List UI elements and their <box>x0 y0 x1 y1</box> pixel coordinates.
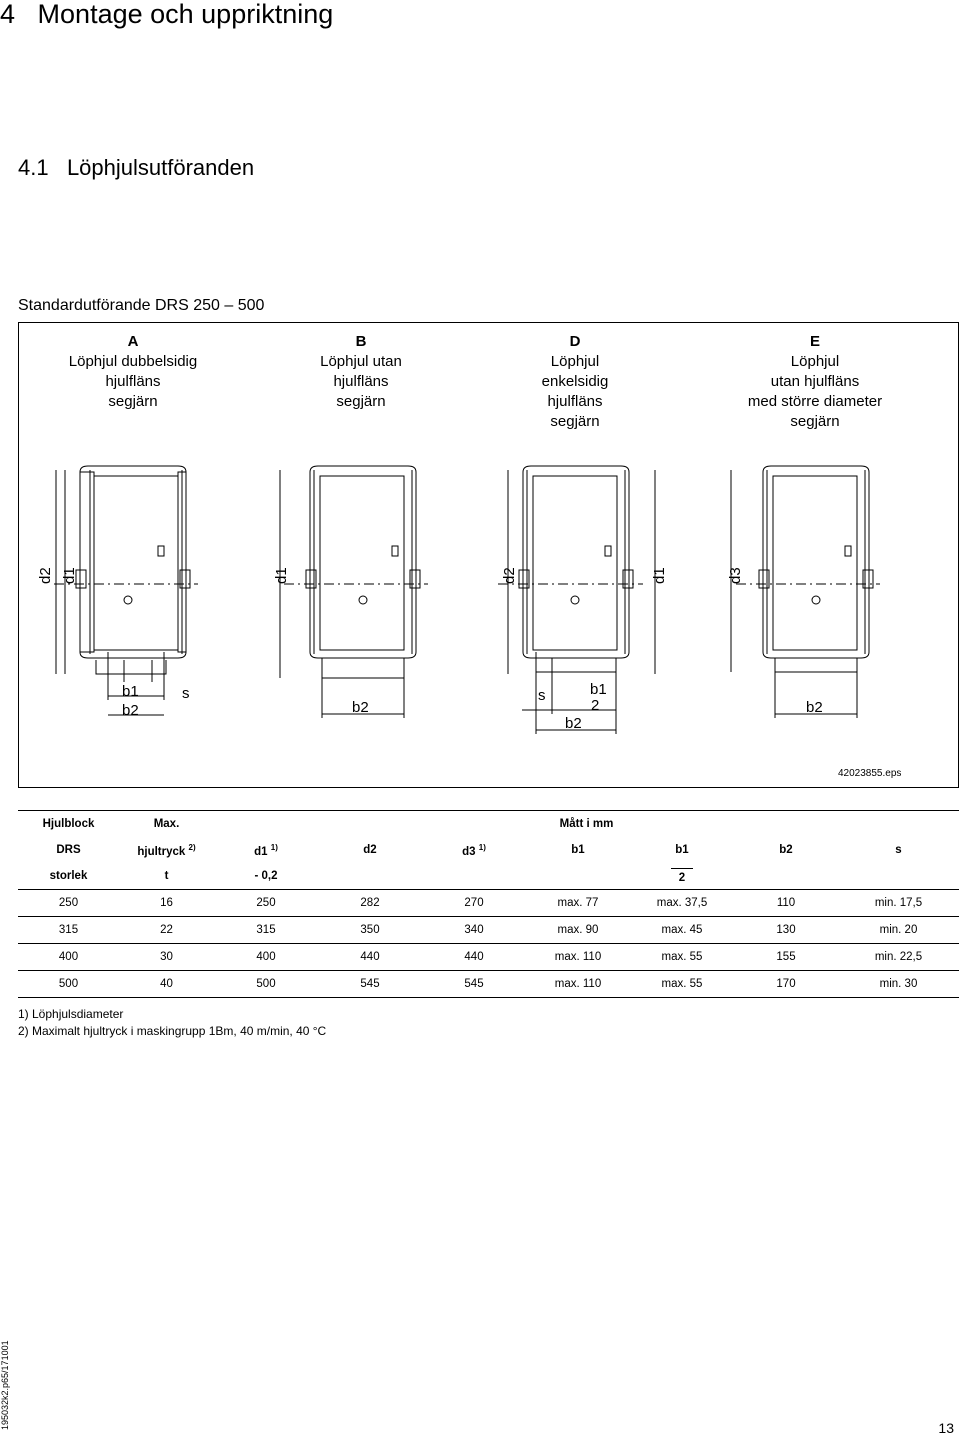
dimensions-table <box>18 810 959 998</box>
table-cell: 315 <box>214 917 318 944</box>
variant-description: Löphjul dubbelsidig hjulfläns segjärn <box>68 353 198 410</box>
table-cell: 500 <box>214 971 318 998</box>
wheel-block-d <box>498 466 655 734</box>
table-cell: 22 <box>119 917 214 944</box>
header-cell: DRS <box>56 844 81 856</box>
table-cell: min. 20 <box>838 917 959 944</box>
table-cell: 30 <box>119 944 214 971</box>
chapter-number: 4 <box>0 0 16 29</box>
page-number: 13 <box>938 1420 954 1436</box>
header-cell: Max. <box>119 811 214 838</box>
header-cell: t <box>164 870 169 882</box>
header-cell: storlek <box>49 870 88 882</box>
variant-letter: D <box>569 333 581 350</box>
variant-letter: B <box>355 333 367 350</box>
dim-label-b1: b1 <box>590 681 607 698</box>
wheel-block-e <box>731 466 880 718</box>
table-row <box>18 917 959 944</box>
footnotes <box>18 1006 326 1040</box>
table-cell: 315 <box>18 917 119 944</box>
dim-label-d1: d1 <box>273 567 290 584</box>
chapter-title-text: Montage och uppriktning <box>37 0 334 29</box>
table-cell: 500 <box>18 971 119 998</box>
chapter-title <box>0 0 333 28</box>
dim-label-b2: b2 <box>806 699 823 716</box>
table-cell: min. 17,5 <box>838 890 959 917</box>
table-cell: max. 77 <box>526 890 630 917</box>
table-cell: 130 <box>734 917 838 944</box>
table-row <box>18 890 959 917</box>
footnote: 1) Löphjulsdiameter <box>18 1007 124 1021</box>
table-header-row <box>18 811 959 838</box>
wheel-block-b <box>280 466 428 718</box>
header-cell: s <box>895 844 902 856</box>
table-cell: 282 <box>318 890 422 917</box>
table-header-row <box>18 837 959 863</box>
section-title <box>18 156 254 180</box>
dim-label-b1: b1 <box>122 683 139 700</box>
table-row <box>18 944 959 971</box>
header-cell: b2 <box>779 844 793 856</box>
dim-label-s: s <box>182 685 190 702</box>
dim-label-d1: d1 <box>651 567 668 584</box>
table-cell: 250 <box>18 890 119 917</box>
table-cell: 440 <box>318 944 422 971</box>
dim-label-b2: b2 <box>352 699 369 716</box>
header-cell: b1 <box>571 844 585 856</box>
figure-reference: 42023855.eps <box>838 768 902 779</box>
variant-letter: A <box>127 333 139 350</box>
table-cell: 400 <box>214 944 318 971</box>
table-cell: 545 <box>318 971 422 998</box>
table-cell: 16 <box>119 890 214 917</box>
table-cell: 110 <box>734 890 838 917</box>
table-cell: 350 <box>318 917 422 944</box>
table-cell: max. 90 <box>526 917 630 944</box>
table-cell: 170 <box>734 971 838 998</box>
dim-label-d1: d1 <box>61 567 78 584</box>
header-group-cell: Mått i mm <box>214 811 959 838</box>
variant-description: Löphjul enkelsidig hjulfläns segjärn <box>541 353 609 430</box>
header-cell: d2 <box>363 844 377 856</box>
table-cell: min. 22,5 <box>838 944 959 971</box>
header-cell: 2 <box>630 863 734 890</box>
wheel-block-a <box>54 466 198 715</box>
subsection-title: Standardutförande DRS 250 – 500 <box>18 297 265 314</box>
dim-label-b2: b2 <box>122 702 139 719</box>
header-cell: Hjulblock <box>18 811 119 838</box>
dim-label-d2: d2 <box>37 567 54 584</box>
header-cell: hjultryck $^{2)}$ <box>137 842 196 858</box>
section-number: 4.1 <box>18 155 49 180</box>
table-cell: 545 <box>422 971 526 998</box>
table-cell: max. 110 <box>526 971 630 998</box>
document-code: 195032k2.p65/171001 <box>0 1340 10 1430</box>
dim-label-d3: d3 <box>727 567 744 584</box>
dim-label-half: 2 <box>591 697 600 714</box>
table-cell: max. 45 <box>630 917 734 944</box>
variant-description: Löphjul utan hjulfläns segjärn <box>320 353 402 410</box>
wheel-variants-drawing <box>18 322 959 788</box>
table-cell: 155 <box>734 944 838 971</box>
table-cell: min. 30 <box>838 971 959 998</box>
table-cell: 270 <box>422 890 526 917</box>
dim-label-d2: d2 <box>501 567 518 584</box>
variant-description: Löphjul utan hjulfläns med större diameter segjärn <box>747 353 883 430</box>
dim-label-s: s <box>538 687 546 704</box>
table-cell: max. 110 <box>526 944 630 971</box>
footnote: 2) Maximalt hjultryck i maskingrupp 1Bm, 40 m/min, 40 °C <box>18 1024 327 1038</box>
table-cell: max. 37,5 <box>630 890 734 917</box>
table-cell: 440 <box>422 944 526 971</box>
table-cell: 250 <box>214 890 318 917</box>
header-cell: - 0,2 <box>254 870 278 882</box>
table-row <box>18 971 959 998</box>
table-cell: 340 <box>422 917 526 944</box>
table-cell: 400 <box>18 944 119 971</box>
header-cell: d3 $^{1)}$ <box>462 842 486 858</box>
dim-label-b2: b2 <box>565 715 582 732</box>
header-cell: d1 $^{1)}$ <box>254 842 278 858</box>
table-cell: max. 55 <box>630 971 734 998</box>
table-cell: 40 <box>119 971 214 998</box>
variant-letter: E <box>809 333 820 350</box>
table-cell: max. 55 <box>630 944 734 971</box>
header-cell: b1 <box>675 844 689 856</box>
section-title-text: Löphjulsutföranden <box>66 155 255 180</box>
table-header-row <box>18 863 959 890</box>
